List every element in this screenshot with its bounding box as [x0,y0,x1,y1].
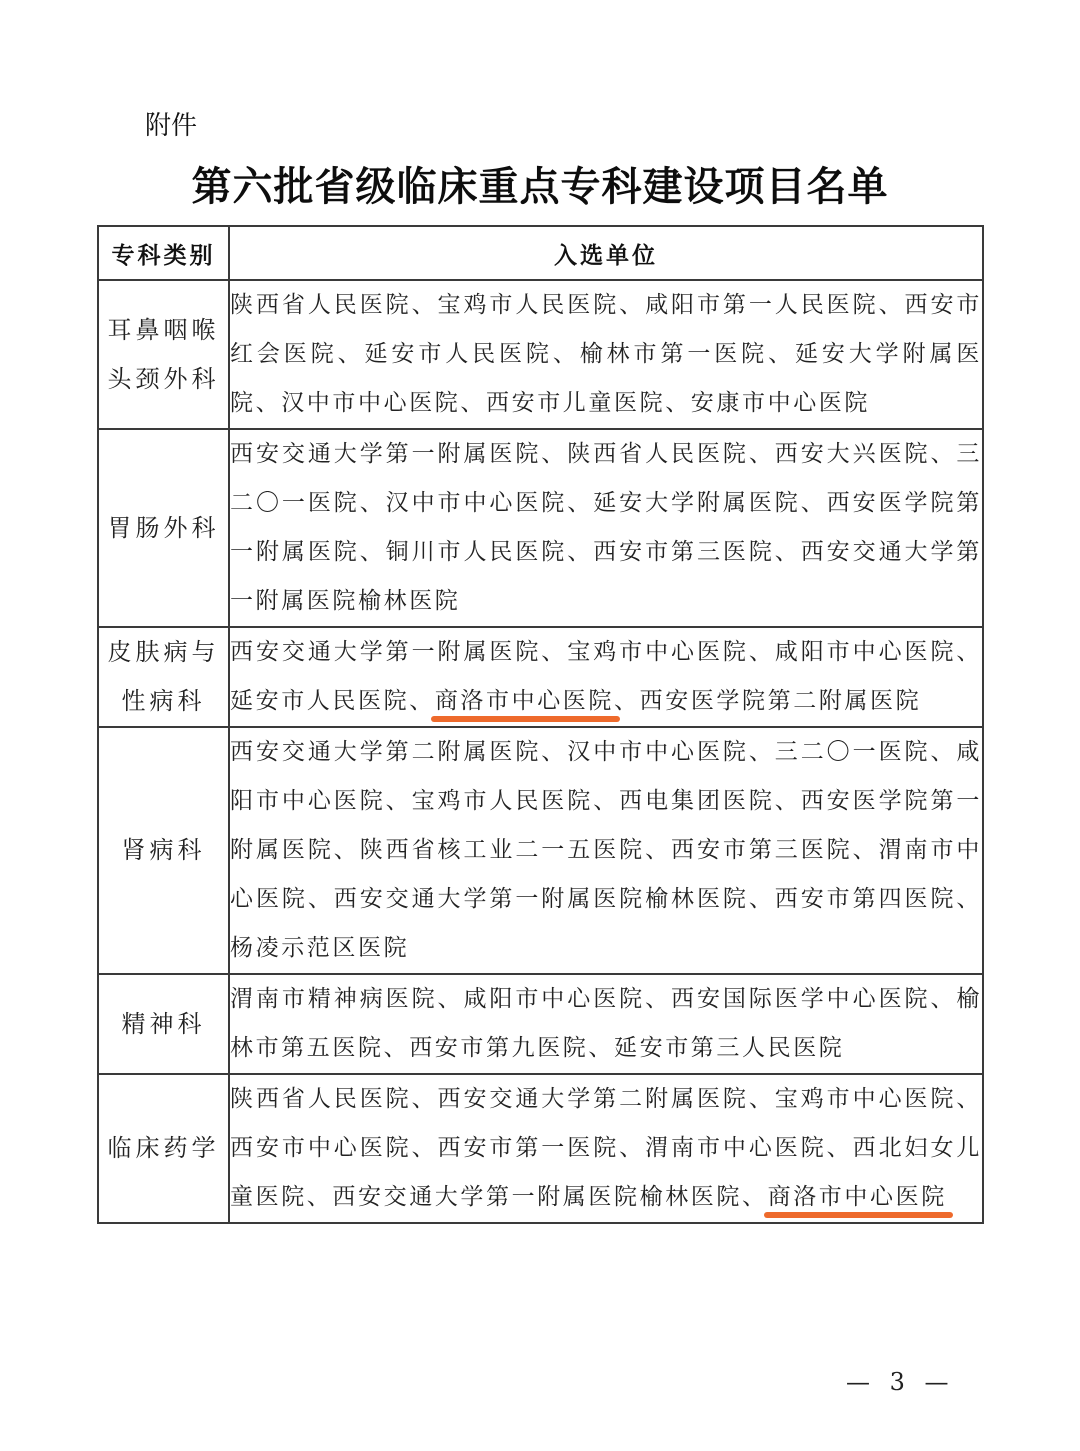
category-cell: 肾病科 [98,727,229,974]
specialty-table [97,225,984,1224]
units-cell [229,974,983,1074]
category-cell: 胃肠外科 [98,429,229,627]
page-number: — 3 — [846,1368,955,1396]
highlighted-unit-text: 商洛市中心医院 [767,1184,947,1210]
units-text: 西安交通大学第一附属医院、陕西省人民医院、西安大兴医院、三二〇一医院、汉中市中心医院、延安大学附属医院、西安医学院第一附属医院、铜川市人民医院、西安市第三医院、西安交通大学第一附属医院榆林医院 [230,441,982,614]
highlighted-unit [768,1184,947,1210]
highlighted-unit-text: 商洛市中心医院 [434,688,615,714]
units-text: 陕西省人民医院、西安交通大学第二附属医院、宝鸡市中心医院、西安市中心医院、西安市第一医院、渭南市中心医院、西北妇女儿童医院、西安交通大学第一附属医院榆林医院、 [230,1086,982,1210]
table-row [98,627,983,727]
units-text: 渭南市精神病医院、咸阳市中心医院、西安国际医学中心医院、榆林市第五医院、西安市第九医院、延安市第三人民医院 [230,986,982,1061]
category-cell: 精神科 [98,974,229,1074]
document-title: 第六批省级临床重点专科建设项目名单 [191,163,889,210]
table-header-row [98,226,983,280]
units-text: 陕西省人民医院、宝鸡市人民医院、咸阳市第一人民医院、西安市红会医院、延安市人民医院、榆林市第一医院、延安大学附属医院、汉中市中心医院、西安市儿童医院、安康市中心医院 [230,292,982,416]
category-cell: 皮肤病与性病科 [98,627,229,727]
highlighted-unit [435,688,614,714]
table-row [98,727,983,974]
units-cell [229,727,983,974]
table-row [98,974,983,1074]
table-row [98,429,983,627]
units-cell [229,429,983,627]
table-row [98,280,983,429]
header-units: 入选单位 [229,226,983,280]
orange-underline-mark [431,716,620,722]
units-cell [229,1074,983,1223]
units-text: 西安交通大学第一附属医院、宝鸡市中心医院、咸阳市中心医院、延安市人民医院、 [230,639,982,714]
units-cell [229,627,983,727]
table-row [98,1074,983,1223]
category-cell: 耳鼻咽喉头颈外科 [98,280,229,429]
attachment-label: 附件 [145,111,198,141]
category-cell: 临床药学 [98,1074,229,1223]
orange-underline-mark [764,1212,953,1218]
units-text-after: 、西安医学院第二附属医院 [614,688,922,714]
header-category: 专科类别 [98,226,229,280]
units-cell [229,280,983,429]
units-text: 西安交通大学第二附属医院、汉中市中心医院、三二〇一医院、咸阳市中心医院、宝鸡市人民医院、西电集团医院、西安医学院第一附属医院、陕西省核工业二一五医院、西安市第三医院、渭南市中心医院、西安交通大学第一附属医院榆林医院、西安市第四医院、杨凌示范区医院 [230,739,982,961]
